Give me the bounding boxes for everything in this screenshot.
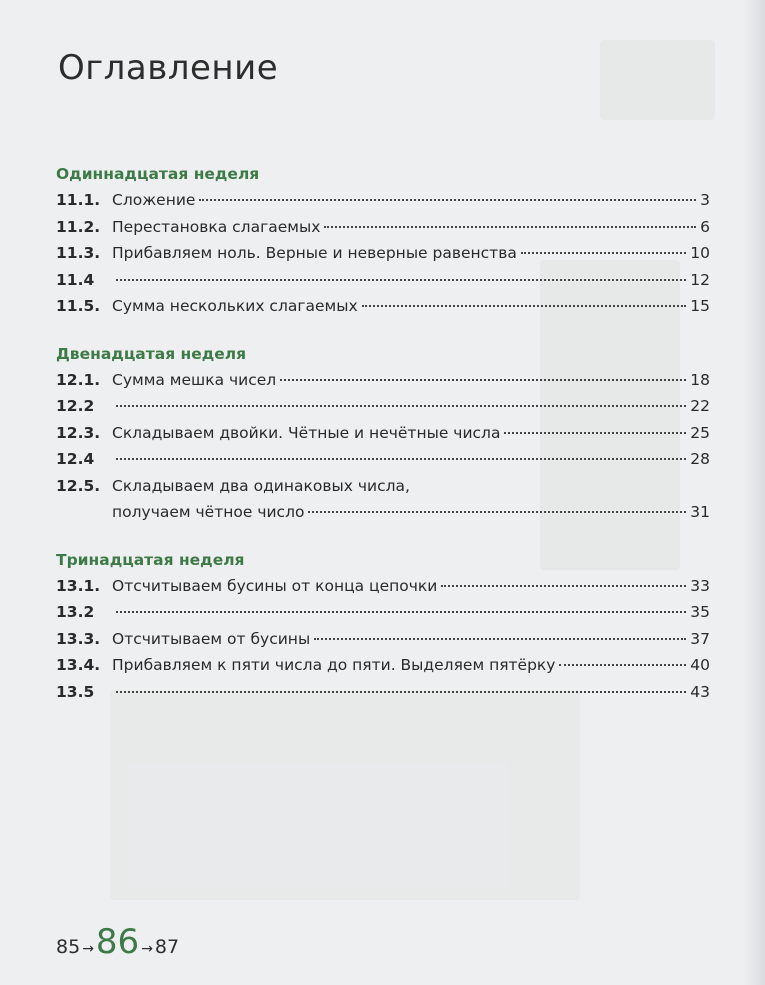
toc-entry[interactable]	[56, 367, 710, 394]
dot-leader	[441, 585, 686, 587]
entry-page-number: 25	[690, 423, 710, 442]
entry-number: 13.4.	[56, 656, 101, 674]
entry-page-number: 18	[690, 370, 710, 389]
toc-entry[interactable]	[56, 679, 710, 706]
entry-title: Прибавляем к пяти числа до пяти. Выделяем пятёрку	[112, 656, 556, 674]
section-heading: Двенадцатая неделя	[56, 344, 247, 363]
toc-entry[interactable]	[56, 293, 710, 320]
entry-page-number: 31	[690, 503, 710, 521]
toc-entry[interactable]	[56, 267, 710, 294]
dot-leader	[308, 511, 686, 513]
entry-page-number: 6	[700, 217, 710, 236]
toc-entry[interactable]	[56, 473, 710, 526]
page-title: Оглавление	[58, 48, 279, 88]
entry-number: 13.1.	[56, 576, 101, 595]
dot-leader	[324, 226, 696, 228]
entry-title-line2: получаем чётное число	[112, 503, 305, 521]
toc-section	[56, 343, 710, 526]
entry-number: 11.2.	[56, 217, 101, 236]
dot-leader	[116, 691, 686, 693]
entry-number: 12.1.	[56, 370, 101, 389]
page-navigation	[56, 922, 179, 962]
bleed-through-image	[110, 690, 580, 900]
entry-page-number: 22	[690, 397, 710, 415]
entry-title: Отсчитываем бусины от конца цепочки	[112, 576, 438, 595]
dot-leader	[314, 638, 686, 640]
entry-page-number: 35	[690, 603, 710, 621]
entry-page-number: 3	[700, 191, 710, 209]
entry-title: Отсчитываем от бусины	[112, 629, 311, 648]
entry-title-continuation	[112, 499, 710, 526]
prev-page-number[interactable]: 85	[56, 936, 81, 958]
toc-entry[interactable]	[56, 652, 710, 679]
entry-title: Прибавляем ноль. Верные и неверные равенства	[112, 244, 517, 262]
toc-entry[interactable]	[56, 393, 710, 420]
page-edge-shadow	[743, 0, 765, 985]
section-spacer	[56, 526, 710, 549]
entry-page-number: 10	[690, 244, 710, 262]
entry-page-number: 37	[690, 629, 710, 648]
table-of-contents	[56, 163, 710, 705]
toc-section	[56, 163, 710, 320]
entry-number: 11.4	[56, 270, 95, 289]
section-spacer	[56, 320, 710, 343]
entry-number: 12.2	[56, 397, 95, 415]
entry-title-block	[112, 473, 710, 526]
toc-entry[interactable]	[56, 240, 710, 267]
toc-entry[interactable]	[56, 626, 710, 653]
toc-entry[interactable]	[56, 214, 710, 241]
current-page-number: 86	[95, 922, 140, 962]
entry-number: 11.3.	[56, 244, 101, 262]
dot-leader	[362, 305, 687, 307]
entry-title: Сумма мешка чисел	[112, 370, 277, 389]
dot-leader	[280, 379, 686, 381]
entry-title: Перестановка слагаемых	[112, 217, 321, 236]
entry-title: Сумма нескольких слагаемых	[112, 297, 358, 315]
arrow-right-icon: →	[82, 941, 94, 957]
entry-title: Сложение	[112, 191, 196, 209]
toc-entry[interactable]	[56, 446, 710, 473]
toc-entry[interactable]	[56, 420, 710, 447]
entry-page-number: 28	[690, 450, 710, 468]
dot-leader	[521, 252, 686, 254]
entry-page-number: 12	[690, 270, 710, 289]
entry-page-number: 40	[690, 656, 710, 674]
entry-number: 11.5.	[56, 297, 101, 315]
entry-number: 13.2	[56, 603, 95, 621]
entry-page-number: 43	[690, 682, 710, 701]
dot-leader	[199, 199, 696, 201]
dot-leader	[559, 664, 686, 666]
arrow-right-icon: →	[141, 941, 153, 957]
toc-entry[interactable]	[56, 187, 710, 214]
dot-leader	[116, 279, 686, 281]
entry-number: 12.3.	[56, 423, 101, 442]
dot-leader	[116, 611, 686, 613]
entry-page-number: 15	[690, 297, 710, 315]
toc-entry[interactable]	[56, 599, 710, 626]
entry-number: 13.5	[56, 682, 95, 701]
entry-number: 11.1.	[56, 191, 101, 209]
section-heading: Тринадцатая неделя	[56, 550, 245, 569]
section-heading: Одиннадцатая неделя	[56, 165, 260, 183]
entry-page-number: 33	[690, 576, 710, 595]
bleed-through-image	[600, 40, 715, 120]
dot-leader	[116, 458, 686, 460]
dot-leader	[116, 405, 686, 407]
entry-title: Складываем два одинаковых числа,	[112, 476, 410, 495]
entry-number: 13.3.	[56, 629, 101, 648]
entry-number: 12.5.	[56, 476, 101, 495]
entry-title: Складываем двойки. Чётные и нечётные числа	[112, 423, 501, 442]
entry-number: 12.4	[56, 450, 95, 468]
toc-entry[interactable]	[56, 573, 710, 600]
next-page-number[interactable]: 87	[154, 936, 180, 958]
dot-leader	[504, 432, 686, 434]
toc-section	[56, 549, 710, 706]
